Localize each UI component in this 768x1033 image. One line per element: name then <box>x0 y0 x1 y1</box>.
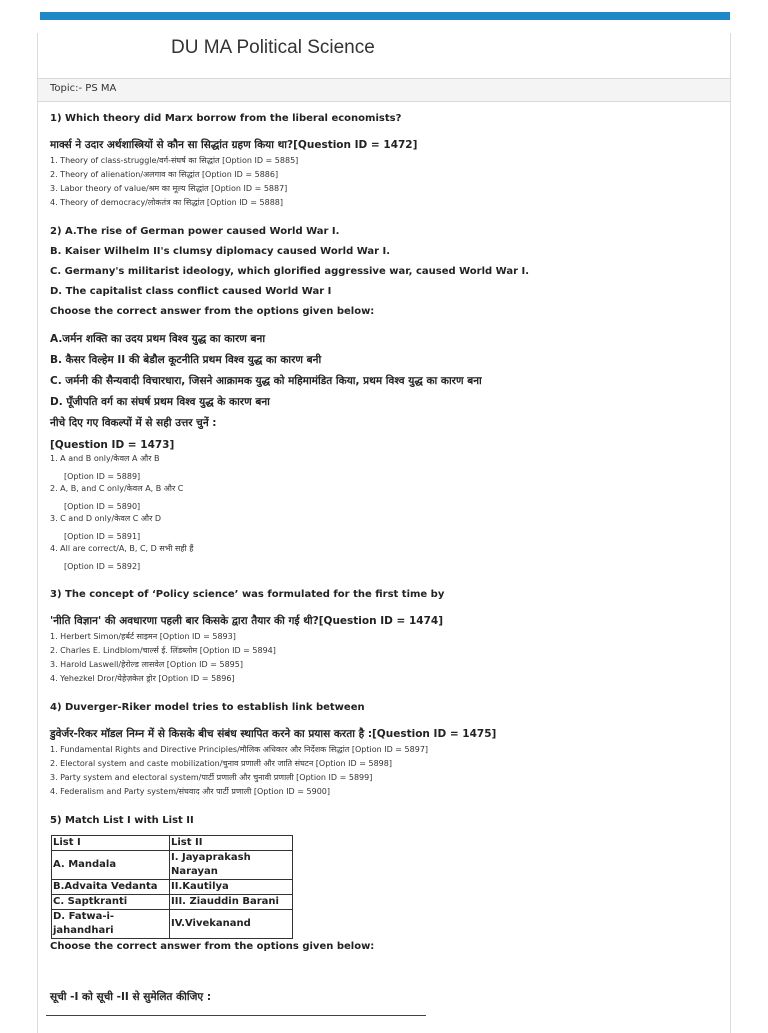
topic-bar <box>38 78 730 102</box>
question-4: 4) Duverger-Riker model tries to establish link between <box>50 702 365 713</box>
question-2-a: 2) A.The rise of German power caused World War I. <box>50 226 340 237</box>
q1-option-1: 1. Theory of class-struggle/वर्ग-संघर्ष का सिद्धांत [Option ID = 5885] <box>50 156 299 165</box>
question-3-hindi: 'नीति विज्ञान' की अवधारणा पहली बार किसके द्वारा तैयार की गई थी?[Question ID = 1474] <box>50 615 444 627</box>
table-row <box>52 836 293 851</box>
q3-option-2: 2. Charles E. Lindblom/चार्ल्स ई. लिंडब्लोम [Option ID = 5894] <box>50 646 276 655</box>
document-page <box>37 33 731 1033</box>
table-cell: List II <box>170 836 293 851</box>
q4-option-4: 4. Federalism and Party system/संघवाद और पार्टी प्रणाली [Option ID = 5900] <box>50 787 330 796</box>
question-2-b: B. Kaiser Wilhelm II's clumsy diplomacy caused World War I. <box>50 246 391 257</box>
bottom-divider <box>46 1015 426 1016</box>
q3-option-3: 3. Harold Laswell/हेरोल्ड लासवेल [Option ID = 5895] <box>50 660 243 669</box>
q2-option-3-id: [Option ID = 5891] <box>64 532 141 541</box>
q4-option-1: 1. Fundamental Rights and Directive Principles/मौलिक अधिकार और निर्देशक सिद्धांत [Option ID = 5897] <box>50 745 429 754</box>
table-row <box>52 910 293 939</box>
q2-option-4: 4. All are correct/A, B, C, D सभी सही हैं <box>50 544 194 553</box>
question-5: 5) Match List I with List II <box>50 815 194 826</box>
table-cell: D. Fatwa-i-jahandhari <box>52 910 170 939</box>
q2-option-2: 2. A, B, and C only/केवल A, B और C <box>50 484 184 493</box>
question-1-hindi: मार्क्स ने उदार अर्थशास्त्रियों से कौन सा सिद्धांत ग्रहण किया था?[Question ID = 1472] <box>50 139 418 151</box>
question-2-d: D. The capitalist class conflict caused World War I <box>50 286 332 297</box>
question-2-c: C. Germany's militarist ideology, which glorified aggressive war, caused World War I. <box>50 266 530 277</box>
q3-option-4: 4. Yehezkel Dror/येहेज़केल ड्रोर [Option ID = 5896] <box>50 674 235 683</box>
question-2-hindi-c: C. जर्मनी की सैन्यवादी विचारधारा, जिसने आक्रामक युद्ध को महिमामंडित किया, प्रथम विश्व युद्ध का कारण बना <box>50 375 482 387</box>
table-cell: III. Ziauddin Barani <box>170 895 293 910</box>
table-row <box>52 851 293 880</box>
question-5-hindi: सूची -I को सूची -II से सुमेलित कीजिए : <box>50 991 212 1003</box>
q1-option-4: 4. Theory of democracy/लोकतंत्र का सिद्धांत [Option ID = 5888] <box>50 198 283 207</box>
q2-option-4-id: [Option ID = 5892] <box>64 562 141 571</box>
table-cell: IV.Vivekanand <box>170 910 293 939</box>
table-cell: A. Mandala <box>52 851 170 880</box>
table-cell: B.Advaita Vedanta <box>52 880 170 895</box>
table-cell: List I <box>52 836 170 851</box>
q2-option-1-id: [Option ID = 5889] <box>64 472 141 481</box>
q1-option-3: 3. Labor theory of value/श्रम का मूल्य सिद्धांत [Option ID = 5887] <box>50 184 288 193</box>
q3-option-1: 1. Herbert Simon/हर्बर्ट साइमन [Option ID = 5893] <box>50 632 236 641</box>
match-table <box>51 835 293 939</box>
question-2-hindi-choose: नीचे दिए गए विकल्पों में से सही उत्तर चुनें : <box>50 417 217 429</box>
question-2-hindi-a: A.जर्मन शक्ति का उदय प्रथम विश्व युद्ध का कारण बना <box>50 333 266 345</box>
question-1: 1) Which theory did Marx borrow from the liberal economists? <box>50 113 402 124</box>
question-2-hindi-b: B. कैसर विल्हेम II की बेडौल कूटनीति प्रथम विश्व युद्ध का कारण बनी <box>50 354 322 366</box>
topic-label: Topic:- PS MA <box>50 83 117 94</box>
question-2-choose: Choose the correct answer from the options given below: <box>50 306 375 317</box>
table-cell: C. Saptkranti <box>52 895 170 910</box>
table-cell: II.Kautilya <box>170 880 293 895</box>
question-5-choose: Choose the correct answer from the options given below: <box>50 941 375 952</box>
question-3: 3) The concept of ‘Policy science’ was formulated for the first time by <box>50 589 445 600</box>
q2-option-2-id: [Option ID = 5890] <box>64 502 141 511</box>
table-cell: I. Jayaprakash Narayan <box>170 851 293 880</box>
q4-option-2: 2. Electoral system and caste mobilization/चुनाव प्रणाली और जाति संघटन [Option ID = 5898] <box>50 759 392 768</box>
question-4-hindi: डुवेर्जर-रिकर मॉडल निम्न में से किसके बीच संबंध स्थापित करने का प्रयास करता है :[Question ID = 1475] <box>50 728 497 740</box>
q2-option-3: 3. C and D only/केवल C और D <box>50 514 162 523</box>
table-row <box>52 895 293 910</box>
question-2-hindi-d: D. पूँजीपति वर्ग का संघर्ष प्रथम विश्व युद्ध के कारण बना <box>50 396 270 408</box>
table-row <box>52 880 293 895</box>
question-2-id: [Question ID = 1473] <box>50 439 175 451</box>
q4-option-3: 3. Party system and electoral system/पार्टी प्रणाली और चुनावी प्रणाली [Option ID = 5899] <box>50 773 373 782</box>
page-title: DU MA Political Science <box>171 37 375 58</box>
q1-option-2: 2. Theory of alienation/अलगाव का सिद्धांत [Option ID = 5886] <box>50 170 279 179</box>
q2-option-1: 1. A and B only/केवल A और B <box>50 454 160 463</box>
top-accent-bar <box>40 12 730 20</box>
question-content <box>50 113 720 1004</box>
